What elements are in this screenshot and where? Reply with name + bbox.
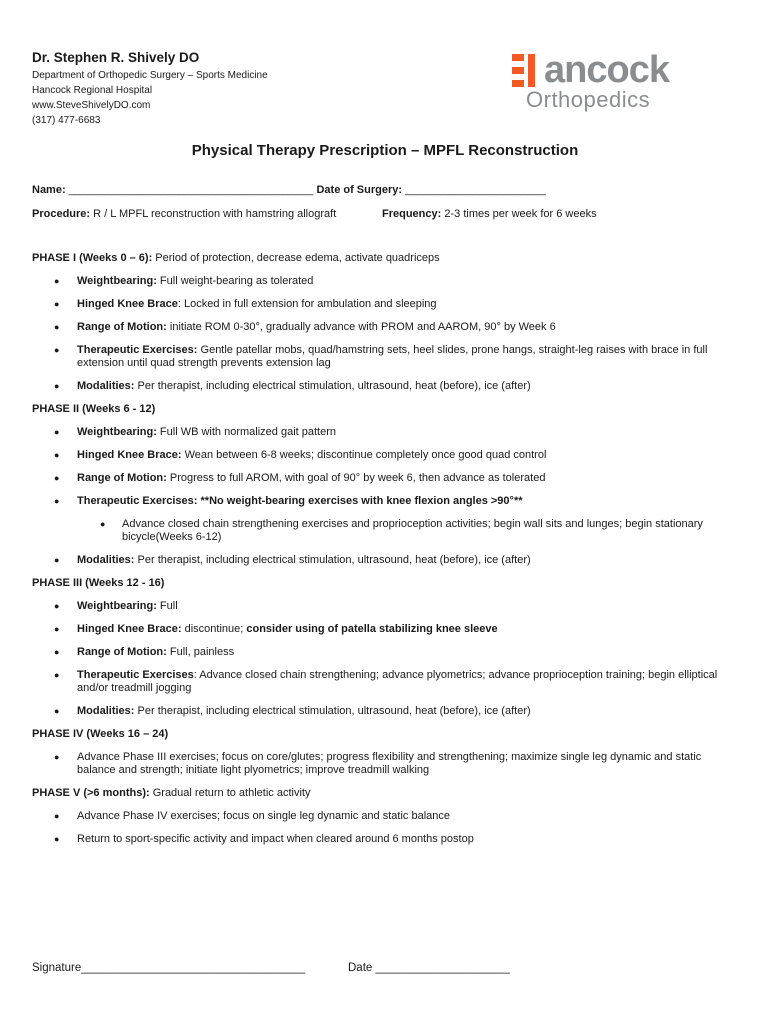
name-row	[32, 184, 546, 196]
list-item: ● Hinged Knee Brace: Wean between 6-8 weeks; discontinue completely once good quad control	[32, 449, 742, 462]
frequency-label: Frequency:	[382, 208, 442, 220]
list-item: ● Therapeutic Exercises: Advance closed chain strengthening; advance plyometrics; advance proprioception training; begin elliptical and/or treadmill jogging	[32, 669, 742, 695]
signature-field[interactable]: ___________________________________	[81, 962, 306, 974]
list-item: ● Weightbearing: Full weight-bearing as tolerated	[32, 275, 742, 288]
list-item: ● Advance Phase IV exercises; focus on single leg dynamic and static balance	[32, 810, 742, 823]
date-field[interactable]: _____________________	[375, 962, 510, 974]
logo-brand: ancock	[544, 49, 669, 91]
list-item: ● Hinged Knee Brace: Locked in full extension for ambulation and sleeping	[32, 298, 742, 311]
list-item: ● Range of Motion: initiate ROM 0-30°, gradually advance with PROM and AAROM, 90° by Week 6	[32, 321, 742, 334]
phase-3-heading: PHASE III (Weeks 12 - 16)	[32, 577, 165, 589]
list-item: ● Hinged Knee Brace: discontinue; consider using of patella stabilizing knee sleeve	[32, 623, 742, 636]
practice-header	[32, 50, 268, 128]
signature-label: Signature	[32, 962, 82, 974]
phase-1-description: Period of protection, decrease edema, activate quadriceps	[155, 252, 440, 264]
surgery-date-label: Date of Surgery:	[316, 184, 403, 196]
phase-4-heading: PHASE IV (Weeks 16 – 24)	[32, 728, 169, 740]
list-item: ● Weightbearing: Full WB with normalized gait pattern	[32, 426, 742, 439]
phase-2-heading: PHASE II (Weeks 6 - 12)	[32, 403, 156, 415]
logo-h-mark-icon	[512, 54, 542, 87]
hospital-name: Hancock Regional Hospital	[32, 85, 153, 96]
list-item: ● Weightbearing: Full	[32, 600, 742, 613]
page-title: Physical Therapy Prescription – MPFL Reconstruction	[191, 142, 579, 159]
phase-5-heading: PHASE V (>6 months): Gradual return to athletic activity	[32, 787, 311, 799]
list-item: ● Therapeutic Exercises: **No weight-bearing exercises with knee flexion angles >90°**	[32, 495, 742, 508]
phone-number: (317) 477-6683	[32, 115, 101, 126]
list-item: ● Advance Phase III exercises; focus on core/glutes; progress flexibility and strengthening; maximize single leg dynamic and static balance and strength; initiate light plyometrics; improve treadmill walking	[32, 751, 742, 777]
list-item: ● Modalities: Per therapist, including electrical stimulation, ultrasound, heat (before), ice (after)	[32, 705, 742, 718]
frequency-row	[382, 208, 597, 220]
sub-list-item: ● Advance closed chain strengthening exercises and proprioception activities; begin wall sits and lunges; begin stationary bicycle(Weeks 6-12)	[32, 518, 742, 544]
frequency-value: 2-3 times per week for 6 weeks	[444, 208, 597, 220]
list-item: ● Modalities: Per therapist, including electrical stimulation, ultrasound, heat (before), ice (after)	[32, 380, 742, 393]
procedure-value: R / L MPFL reconstruction with hamstring allograft	[93, 208, 337, 220]
surgery-date-field[interactable]: _______________________	[405, 184, 546, 196]
phase-4-list	[32, 751, 742, 777]
phase-5-description: Gradual return to athletic activity	[152, 787, 311, 799]
list-item: ● Return to sport-specific activity and impact when cleared around 6 months postop	[32, 833, 742, 846]
procedure-label: Procedure:	[32, 208, 91, 220]
department: Department of Orthopedic Surgery – Sports Medicine	[32, 70, 268, 81]
phase-2-list	[32, 426, 742, 567]
list-item: ● Modalities: Per therapist, including electrical stimulation, ultrasound, heat (before), ice (after)	[32, 554, 742, 567]
phase-3-list	[32, 600, 742, 718]
hancock-orthopedics-logo	[512, 49, 742, 114]
procedure-row	[32, 208, 336, 220]
phase-1-heading: PHASE I (Weeks 0 – 6): Period of protection, decrease edema, activate quadriceps	[32, 252, 440, 264]
logo-subtitle: Orthopedics	[526, 87, 651, 112]
phase-1-list	[32, 275, 742, 393]
name-field[interactable]: ________________________________________	[68, 184, 314, 196]
list-item: ● Range of Motion: Full, painless	[32, 646, 742, 659]
phase-5-list	[32, 810, 742, 846]
website: www.SteveShivelyDO.com	[32, 100, 151, 111]
date-label: Date	[348, 962, 373, 974]
name-label: Name:	[32, 184, 66, 196]
signature-line	[32, 962, 305, 974]
doctor-name: Dr. Stephen R. Shively DO	[32, 50, 200, 65]
list-item: ● Range of Motion: Progress to full AROM, with goal of 90° by week 6, then advance as tolerated	[32, 472, 742, 485]
signature-date-line	[348, 962, 510, 974]
list-item: ● Therapeutic Exercises: Gentle patellar mobs, quad/hamstring sets, heel slides, prone hangs, straight-leg raises with brace in full extension until quad strength prevents extension lag	[32, 344, 742, 370]
phases-content	[32, 252, 742, 856]
